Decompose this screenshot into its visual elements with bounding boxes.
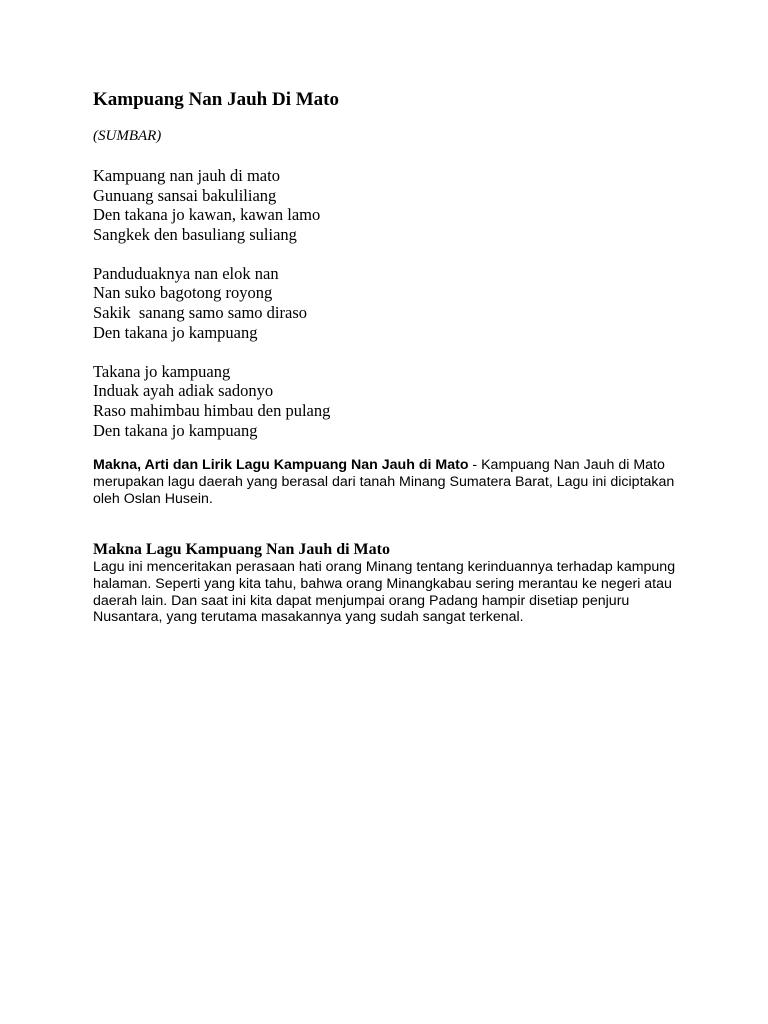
stanza-3 <box>93 362 693 440</box>
lyric-line: Den takana jo kampuang <box>93 420 258 440</box>
song-title: Kampuang Nan Jauh Di Mato <box>93 89 339 110</box>
lyric-line: Nan suko bagotong royong <box>93 283 273 303</box>
lyric-line: Kampuang nan jauh di mato <box>93 166 280 185</box>
lyric-line: Induak ayah adiak sadonyo <box>93 381 274 401</box>
stanza-2 <box>93 264 693 342</box>
lyric-line: Sakik sanang samo samo diraso <box>93 303 308 323</box>
document-page <box>93 88 693 626</box>
intro-text: - Kampuang Nan Jauh di Mato merupakan lagu daerah yang berasal dari tanah Minang Sumatera Barat, Lagu ini diciptakan oleh Oslan Husein. <box>93 457 675 507</box>
intro-bold-lead: Makna, Arti dan Lirik Lagu Kampuang Nan Jauh di Mato <box>93 457 469 474</box>
meaning-heading: Makna Lagu Kampuang Nan Jauh di Mato <box>93 541 390 559</box>
lyric-line: Sangkek den basuliang suliang <box>93 224 297 244</box>
lyric-line: Takana jo kampuang <box>93 361 231 381</box>
stanza-1 <box>93 166 693 244</box>
lyric-line: Raso mahimbau himbau den pulang <box>93 400 331 420</box>
song-source: (SUMBAR) <box>93 128 162 144</box>
intro-paragraph <box>93 457 693 507</box>
meaning-paragraph: Lagu ini menceritakan perasaan hati orang Minang tentang kerinduannya terhadap kampung halaman. Seperti yang kita tahu, bahwa orang Minangkabau sering merantau ke negeri atau daerah lain. Dan saat ini kita dapat menjumpai orang Padang hampir disetiap penjuru Nusantara, yang terutama masakannya yang sudah sangat terkenal. <box>93 559 676 626</box>
lyric-line: Den takana jo kawan, kawan lamo <box>93 205 321 225</box>
lyric-line: Panduduaknya nan elok nan <box>93 263 279 283</box>
lyric-line: Gunuang sansai bakuliliang <box>93 185 277 205</box>
lyric-line: Den takana jo kampuang <box>93 322 258 342</box>
